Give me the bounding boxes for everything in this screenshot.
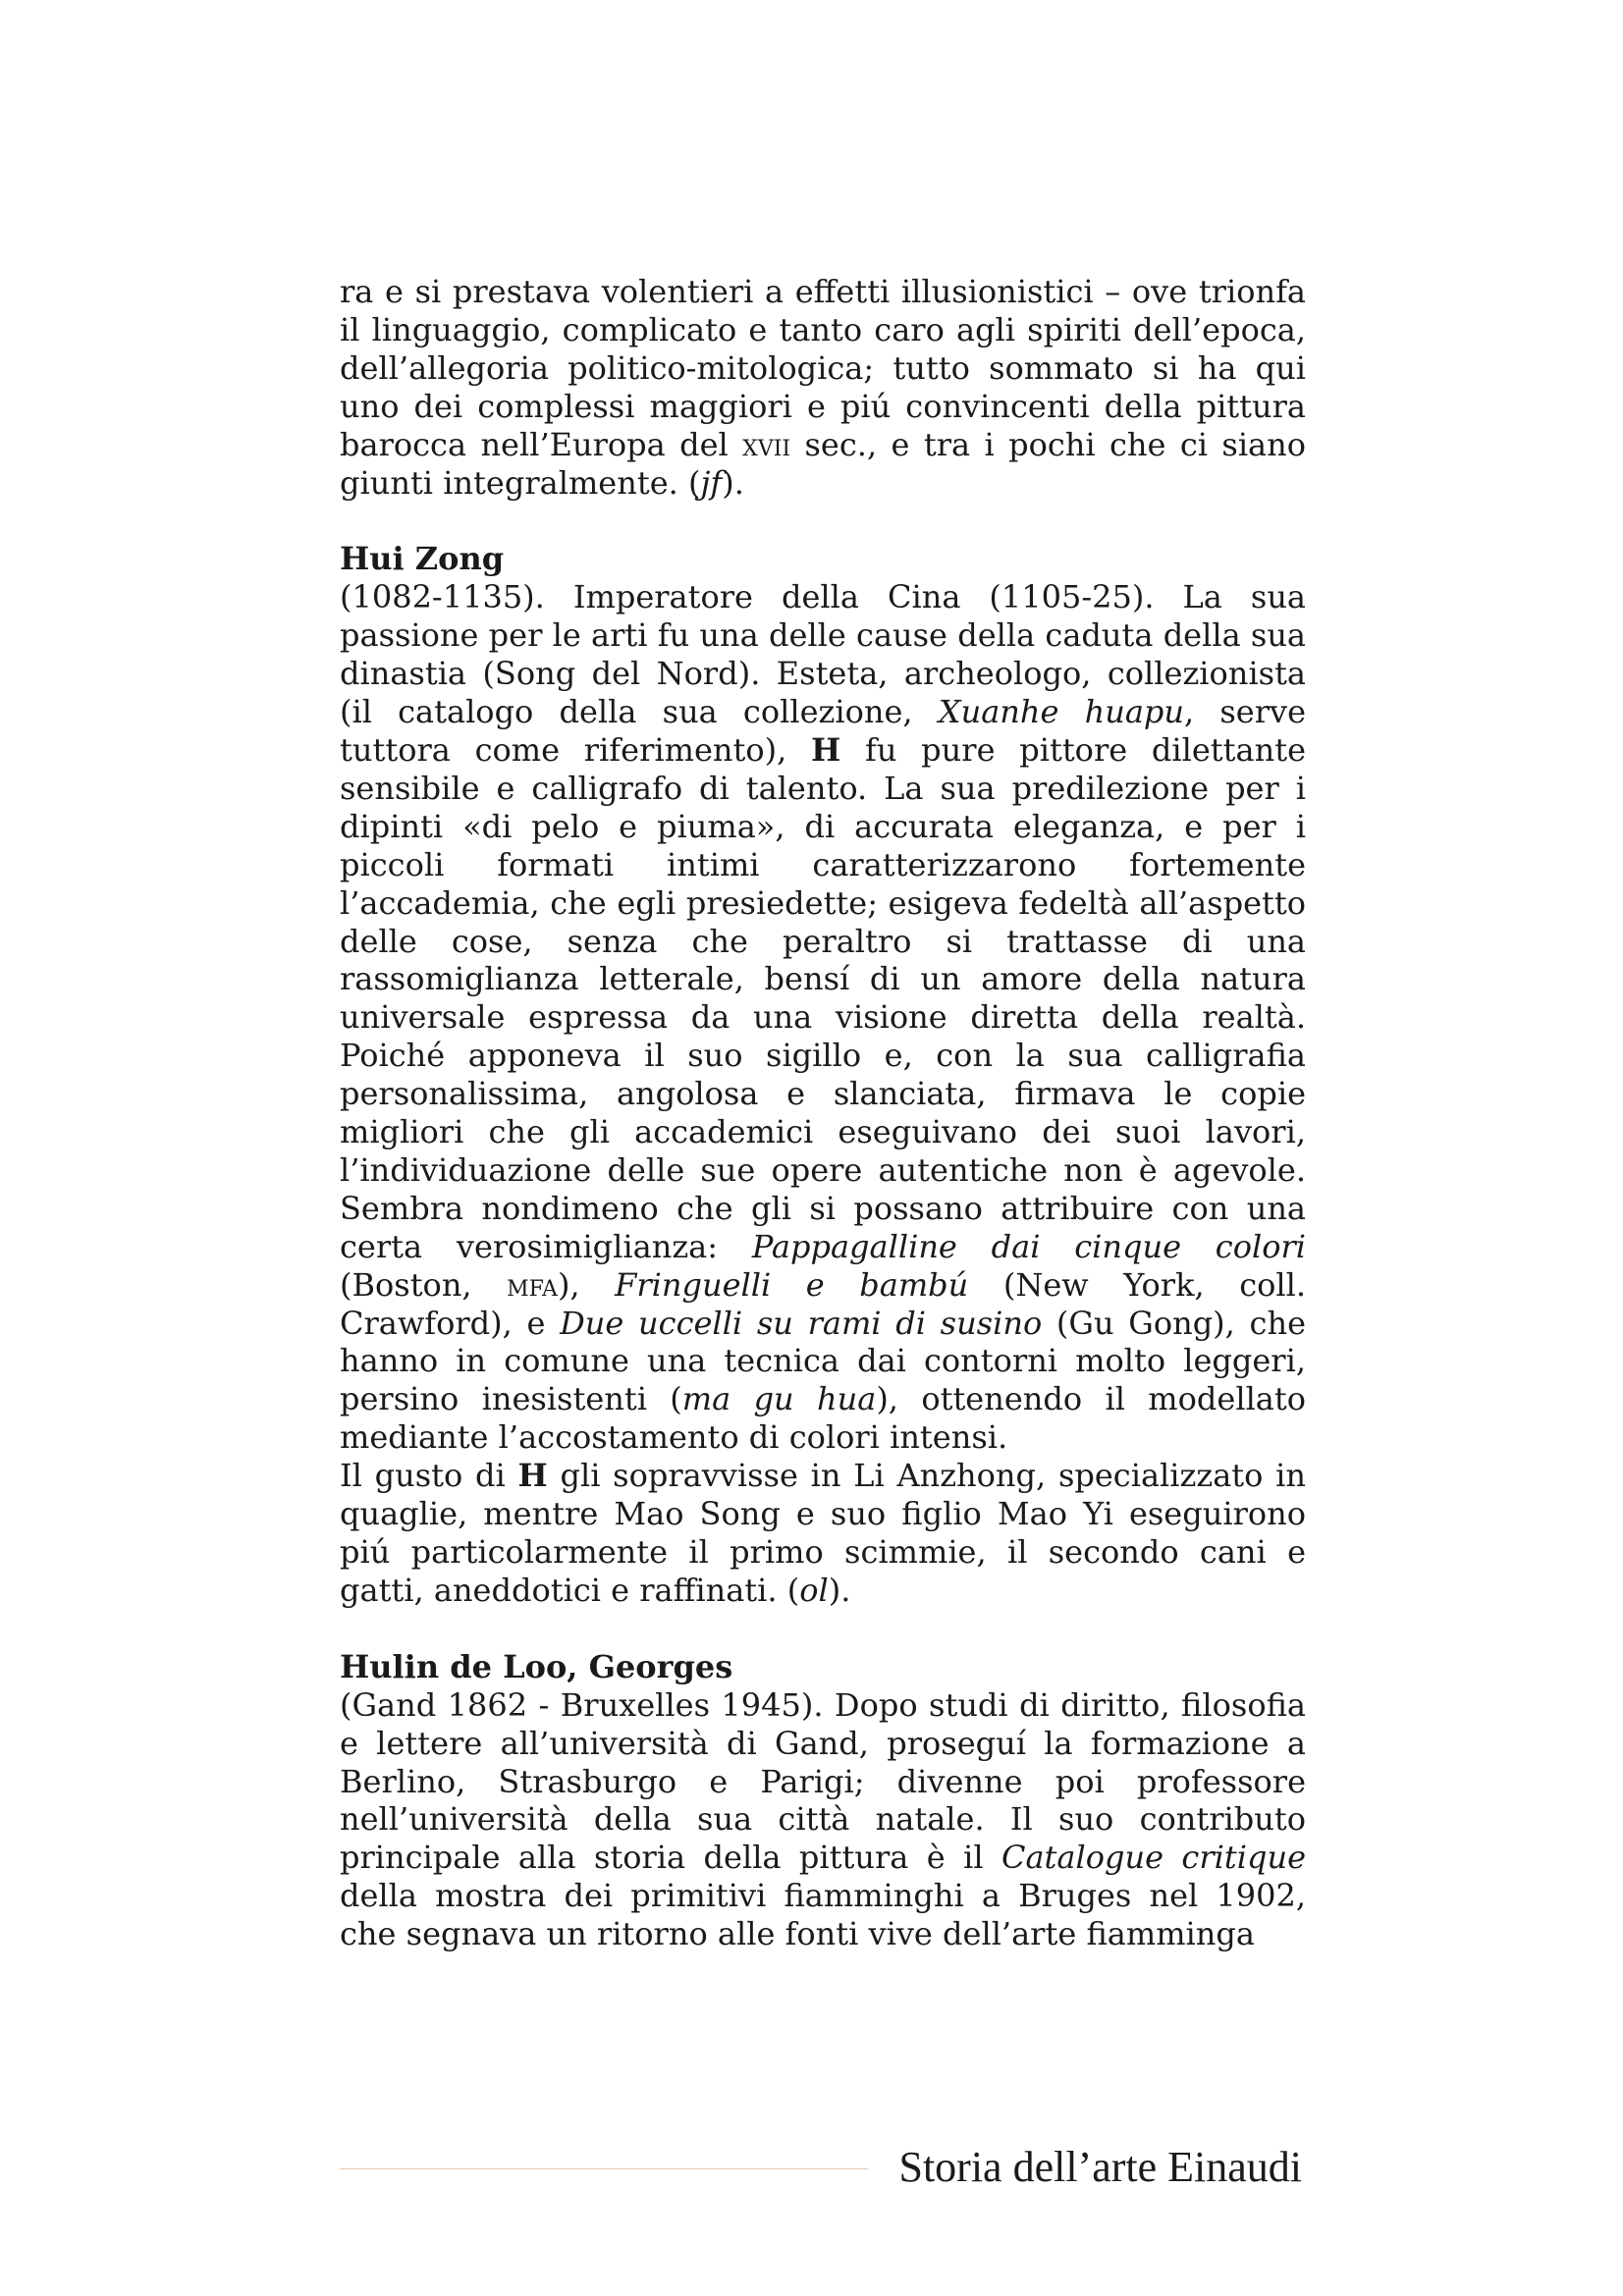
- entry-title-hulin-de-loo: Hulin de Loo, Georges: [340, 1647, 733, 1685]
- entry-body-hui-zong: (1082-1135). Imperatore della Cina (1105-25). La sua passione per le arti fu una delle cause della caduta della sua dinastia (Song del Nord). Esteta, archeologo, collezionista (il catalogo della sua collezione, Xuanhe huapu, serve tuttora come riferimento), H fu pure pittore dilettante sensibile e calligrafo di talento. La sua predilezione per i dipinti «di pelo e piuma», di accurata eleganza, e per i piccoli formati intimi caratterizzarono fortemente l’accademia, che egli presiedette; esigeva fedeltà all’aspetto delle cose, senza che peraltro si trattasse di una rassomiglianza letterale, bensí di un amore della natura universale espressa da una visione diretta della realtà. Poiché apponeva il suo sigillo e, con la sua calligrafia personalissima, angolosa e slanciata, firmava le copie migliori che gli accademici eseguivano dei suoi lavori, l’individuazione delle sue opere autentiche non è agevole. Sembra nondimeno che gli si possano attribuire con una certa verosimiglianza: Pappagalline dai cinque colori (Boston, mfa), Fringuelli e bambú (New York, coll. Crawford), e Due uccelli su rami di susino (Gu Gong), che hanno in comune una tecnica dai contorni molto leggeri, persino inesistenti (ma gu hua), ottenendo il modellato mediante l’accostamento di colori intensi.: [340, 578, 1307, 1457]
- prev-entry-continuation: ra e si prestava volentieri a effetti illusionistici – ove trionfa il linguaggio, complicato e tanto caro agli spiriti dell’epoca, dell’allegoria politico-mitologica; tutto sommato si ha qui uno dei complessi maggiori e piú convincenti della pittura barocca nell’Europa del xvii sec., e tra i pochi che ci siano giunti integralmente. (jf).: [340, 273, 1306, 502]
- footer-publication-title: Storia dell’arte Einaudi: [898, 2143, 1302, 2191]
- author-initials: ol: [799, 1571, 829, 1609]
- author-initials: jf: [700, 463, 723, 502]
- entry-body-hui-zong-2: Il gusto di H gli sopravvisse in Li Anzhong, specializzato in quaglie, mentre Mao Song e suo figlio Mao Yi eseguirono piú particolarmente il primo scimmie, il secondo cani e gatti, aneddotici e raffinati. (ol).: [340, 1457, 1306, 1609]
- century-numeral: xvii: [742, 425, 791, 463]
- entry-title-hui-zong: Hui Zong: [340, 540, 505, 578]
- entry-body-hulin-de-loo: (Gand 1862 - Bruxelles 1945). Dopo studi di diritto, filosofia e lettere all’università di Gand, proseguí la formazione a Berlino, Strasburgo e Parigi; divenne poi professore nell’università della sua città natale. Il suo contributo principale alla storia della pittura è il Catalogue critique della mostra dei primitivi fiamminghi a Bruges nel 1902, che segnava un ritorno alle fonti vive dell’arte fiamminga: [340, 1685, 1307, 1953]
- footer-rule: [340, 2168, 868, 2169]
- page-body: [340, 273, 1306, 1953]
